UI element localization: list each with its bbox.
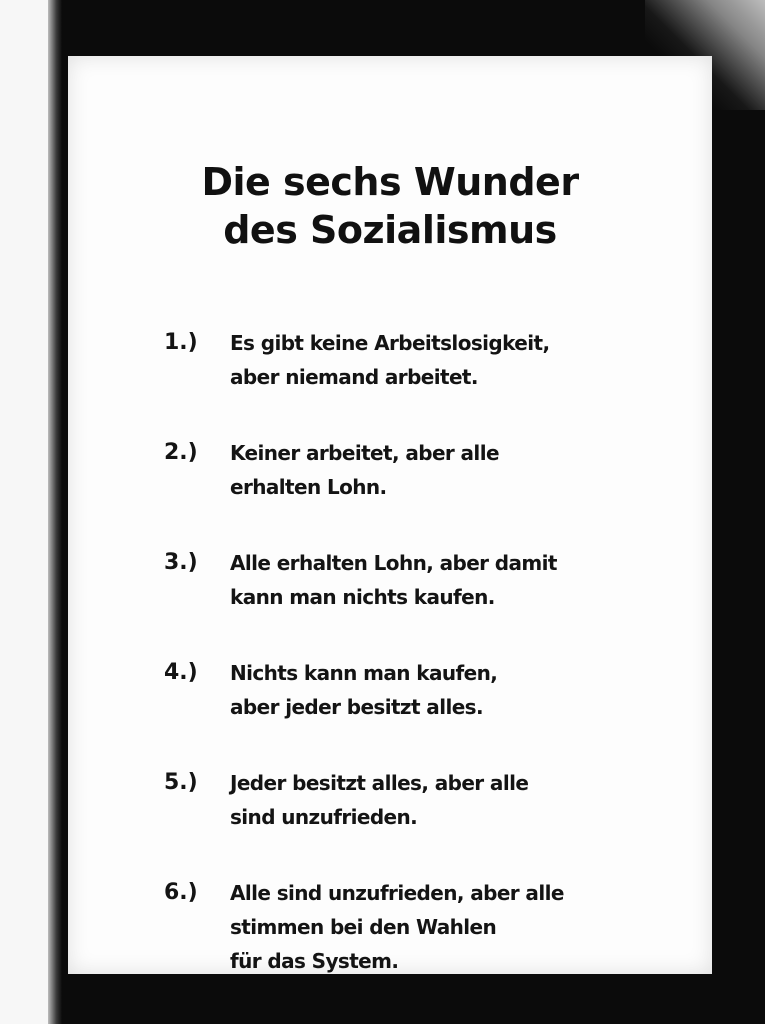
item-number: 5.) <box>164 770 198 795</box>
sign-paper <box>68 56 712 974</box>
item-text <box>230 766 700 834</box>
item-line: aber jeder besitzt alles. <box>230 695 483 719</box>
item-text <box>230 326 700 394</box>
item-line: stimmen bei den Wahlen <box>230 915 497 939</box>
wall-left <box>0 0 48 1024</box>
list-item <box>164 650 704 760</box>
item-line: Es gibt keine Arbeitslosigkeit, <box>230 331 550 355</box>
title-line-2: des Sozialismus <box>223 208 557 252</box>
frame-edge <box>48 0 62 1024</box>
list-item <box>164 870 704 980</box>
item-line: Jeder besitzt alles, aber alle <box>230 771 529 795</box>
wonders-list <box>164 320 704 980</box>
item-line: Nichts kann man kaufen, <box>230 661 498 685</box>
list-item <box>164 430 704 540</box>
item-number: 2.) <box>164 440 198 465</box>
item-text <box>230 436 700 504</box>
item-line: Alle erhalten Lohn, aber damit <box>230 551 557 575</box>
item-line: sind unzufrieden. <box>230 805 418 829</box>
item-line: Alle sind unzufrieden, aber alle <box>230 881 564 905</box>
item-line: erhalten Lohn. <box>230 475 387 499</box>
item-line: für das System. <box>230 949 399 973</box>
sign-title <box>68 158 712 254</box>
list-item <box>164 540 704 650</box>
item-text <box>230 876 700 978</box>
list-item <box>164 760 704 870</box>
item-number: 6.) <box>164 880 198 905</box>
title-line-1: Die sechs Wunder <box>201 160 579 204</box>
item-line: Keiner arbeitet, aber alle <box>230 441 499 465</box>
item-text <box>230 546 700 614</box>
item-text <box>230 656 700 724</box>
item-number: 4.) <box>164 660 198 685</box>
item-number: 3.) <box>164 550 198 575</box>
item-number: 1.) <box>164 330 198 355</box>
list-item <box>164 320 704 430</box>
item-line: aber niemand arbeitet. <box>230 365 478 389</box>
item-line: kann man nichts kaufen. <box>230 585 495 609</box>
